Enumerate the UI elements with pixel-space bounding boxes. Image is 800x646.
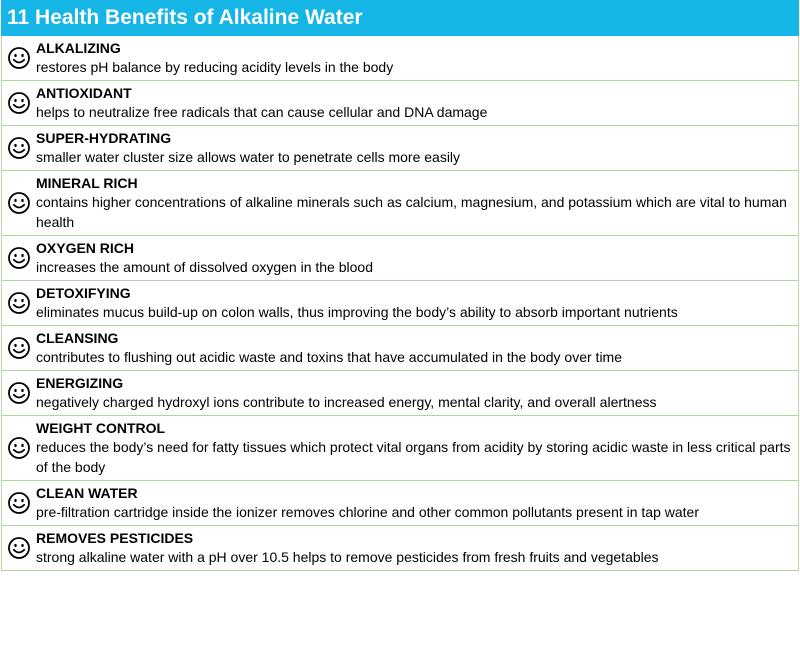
list-item — [2, 36, 798, 81]
benefit-description: strong alkaline water with a pH over 10.5 helps to remove pesticides from fresh fruits and vegetables — [36, 549, 659, 565]
benefit-description: helps to neutralize free radicals that can cause cellular and DNA damage — [36, 104, 488, 120]
benefit-description: restores pH balance by reducing acidity levels in the body — [36, 59, 394, 75]
list-item — [2, 281, 798, 326]
benefit-description: pre-filtration cartridge inside the ionizer removes chlorine and other common pollutants present in tap water — [36, 504, 700, 520]
benefits-panel — [1, 0, 799, 571]
smiley-icon — [2, 436, 36, 460]
list-item — [2, 126, 798, 171]
smiley-icon — [2, 91, 36, 115]
list-item — [2, 326, 798, 371]
smiley-icon — [2, 46, 36, 70]
benefit-description: reduces the body’s need for fatty tissues which protect vital organs from acidity by storing acidic waste in less critical parts of the body — [36, 439, 791, 475]
list-item — [2, 81, 798, 126]
benefit-title: REMOVES PESTICIDES — [36, 530, 194, 546]
smiley-icon — [2, 246, 36, 270]
benefit-title: OXYGEN RICH — [36, 240, 135, 256]
benefit-description: increases the amount of dissolved oxygen in the blood — [36, 259, 373, 275]
benefit-title: CLEAN WATER — [36, 485, 138, 501]
list-item — [2, 481, 798, 526]
benefit-title: ANTIOXIDANT — [36, 85, 132, 101]
list-item — [2, 236, 798, 281]
benefit-description: contributes to flushing out acidic waste and toxins that have accumulated in the body over time — [36, 349, 623, 365]
smiley-icon — [2, 191, 36, 215]
list-item — [2, 526, 798, 571]
benefit-description: smaller water cluster size allows water to penetrate cells more easily — [36, 149, 461, 165]
smiley-icon — [2, 491, 36, 515]
smiley-icon — [2, 291, 36, 315]
benefit-title: SUPER-HYDRATING — [36, 130, 172, 146]
smiley-icon — [2, 536, 36, 560]
smiley-icon — [2, 336, 36, 360]
benefit-description: contains higher concentrations of alkaline minerals such as calcium, magnesium, and potassium which are vital to human health — [36, 194, 787, 230]
benefit-title: ENERGIZING — [36, 375, 124, 391]
benefits-list — [1, 36, 799, 571]
list-item — [2, 171, 798, 236]
benefit-title: ALKALIZING — [36, 40, 121, 56]
smiley-icon — [2, 381, 36, 405]
list-item — [2, 416, 798, 481]
benefit-description: negatively charged hydroxyl ions contribute to increased energy, mental clarity, and overall alertness — [36, 394, 657, 410]
benefit-title: CLEANSING — [36, 330, 119, 346]
benefit-title: MINERAL RICH — [36, 175, 138, 191]
benefit-description: eliminates mucus build-up on colon walls, thus improving the body’s ability to absorb important nutrients — [36, 304, 678, 320]
list-item — [2, 371, 798, 416]
benefit-title: WEIGHT CONTROL — [36, 420, 166, 436]
benefit-title: DETOXIFYING — [36, 285, 131, 301]
smiley-icon — [2, 136, 36, 160]
page-title: 11 Health Benefits of Alkaline Water — [1, 0, 799, 36]
